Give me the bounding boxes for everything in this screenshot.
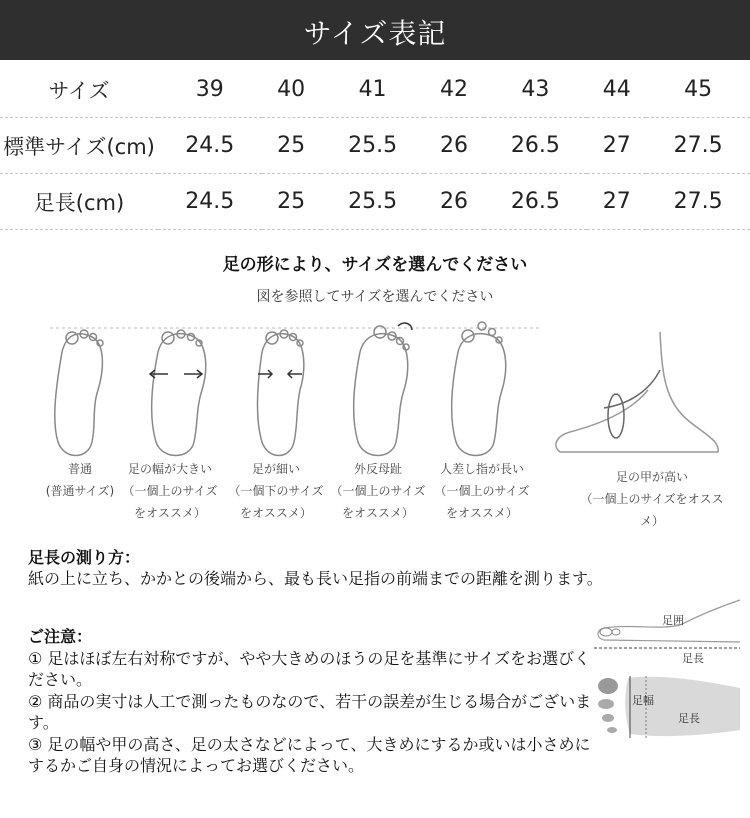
foot-type-advice: (普通サイズ) — [45, 484, 115, 498]
table-row — [0, 118, 750, 174]
table-cell: 26.5 — [484, 174, 588, 230]
foot-guide-subtitle: 図を参照してサイズを選んでください — [256, 289, 494, 305]
table-cell: 26 — [424, 174, 483, 230]
row-label: サイズ — [0, 62, 158, 118]
table-cell: 27 — [587, 118, 646, 174]
foot-type-name: 外反母趾 — [353, 462, 402, 476]
foot-type-name: 足の甲が高い — [615, 470, 688, 484]
measurement-heading: 足長の測り方： — [28, 548, 141, 567]
foot-type-advice: （一個上のサイズをオススメ） — [122, 484, 218, 520]
table-cell: 26.5 — [484, 118, 588, 174]
measurement-text: 紙の上に立ち、かかとの後端から、最も長い足指の前端までの距離を測ります。 — [28, 569, 603, 588]
note-item: ② 商品の実寸は人工で測ったものなので、若干の誤差が生じる場合がございます。 — [28, 691, 592, 732]
foot-type-advice: （一個下のサイズをオススメ） — [228, 484, 324, 520]
length-label-top: 足長 — [682, 652, 704, 665]
page-title: サイズ表記 — [303, 17, 447, 50]
bunion-foot-icon — [354, 323, 412, 455]
foot-type-advice: （一個上のサイズをオススメ） — [330, 484, 426, 520]
header-bar — [0, 0, 750, 60]
table-cell: 39 — [158, 62, 262, 118]
table-cell: 25.5 — [321, 118, 425, 174]
table-row — [0, 62, 750, 118]
foot-type-name: 足の幅が大きい — [127, 462, 212, 476]
table-row — [0, 174, 750, 230]
normal-foot-icon — [55, 330, 103, 456]
length-label-bottom: 足長 — [678, 712, 700, 725]
foot-shapes-illustration — [0, 312, 750, 462]
long-toe-foot-icon — [452, 322, 506, 456]
foot-type-advice: （一個上のサイズをオススメ） — [434, 484, 530, 520]
table-cell: 43 — [484, 62, 588, 118]
table-cell: 27 — [587, 174, 646, 230]
table-cell: 27.5 — [646, 118, 750, 174]
note-item: ③ 足の幅や甲の高さ、足の太さなどによって、大きめにするか或いは小さめにするかご自身の情況によってお選びください。 — [28, 734, 591, 775]
table-cell: 27.5 — [646, 174, 750, 230]
size-table — [0, 62, 750, 230]
foot-type-name: 普通 — [67, 462, 92, 476]
row-label: 足長(cm) — [0, 174, 158, 230]
table-cell: 24.5 — [158, 118, 262, 174]
table-cell: 42 — [424, 62, 483, 118]
table-cell: 45 — [646, 62, 750, 118]
narrow-foot-icon — [258, 330, 304, 456]
foot-type-name: 人差し指が長い — [439, 462, 524, 476]
table-cell: 24.5 — [158, 174, 262, 230]
table-cell: 25 — [262, 174, 321, 230]
wide-foot-icon — [150, 330, 206, 456]
foot-measure-diagram — [590, 580, 750, 760]
high-instep-foot-icon — [556, 332, 718, 452]
foot-type-advice: （一個上のサイズをオススメ） — [580, 492, 724, 528]
table-cell: 41 — [321, 62, 425, 118]
table-cell: 44 — [587, 62, 646, 118]
width-label: 足幅 — [632, 694, 654, 707]
foot-type-name: 足が細い — [251, 462, 300, 476]
table-cell: 26 — [424, 118, 483, 174]
table-cell: 25 — [262, 118, 321, 174]
footprint-icon — [598, 677, 740, 736]
girth-label: 足囲 — [662, 614, 684, 627]
measurement-section — [28, 547, 668, 589]
foot-guide-title: 足の形により、サイズを選んでください — [222, 255, 528, 275]
row-label: 標準サイズ(cm) — [0, 118, 158, 174]
table-cell: 40 — [262, 62, 321, 118]
table-cell: 25.5 — [321, 174, 425, 230]
notes-heading: ご注意： — [28, 627, 93, 646]
notes-section — [28, 626, 598, 777]
note-item: ① 足はほぼ左右対称ですが、やや大きめのほうの足を基準にサイズをお選びください。 — [28, 648, 591, 689]
